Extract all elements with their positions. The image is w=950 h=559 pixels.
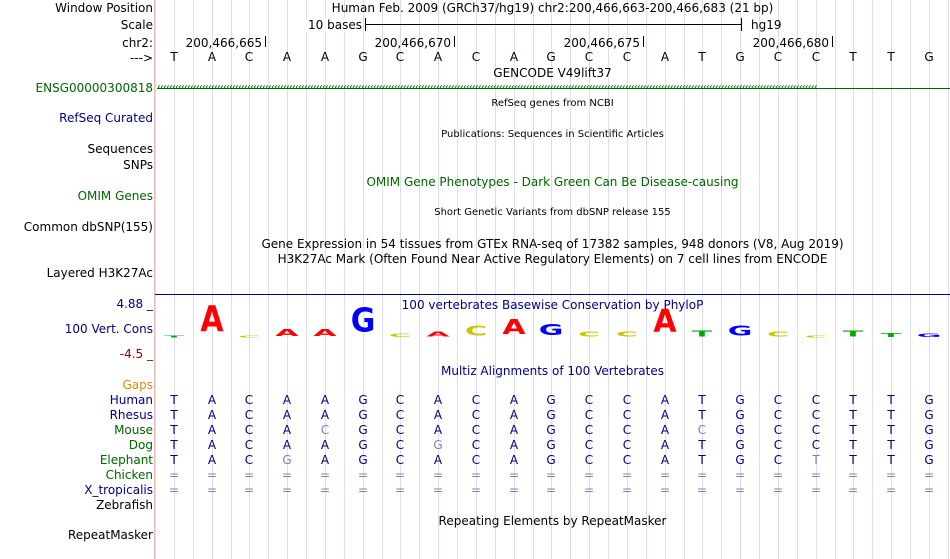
alignment-base: T xyxy=(170,393,178,407)
chr-label: chr2: xyxy=(122,36,153,50)
alignment-base: T xyxy=(698,453,706,467)
alignment-base: G xyxy=(546,438,556,452)
alignment-base: G xyxy=(924,453,934,467)
alignment-base: C xyxy=(622,453,632,467)
phylop-top-line xyxy=(155,294,950,295)
alignment-base: = xyxy=(847,468,859,482)
alignment-base: C xyxy=(471,453,481,467)
base-letter: C xyxy=(622,50,632,64)
alignment-base: = xyxy=(281,483,293,497)
alignment-base: G xyxy=(546,408,556,422)
base-letter: T xyxy=(170,50,178,64)
alignment-base: T xyxy=(887,423,895,437)
window-position-label: Window Position xyxy=(55,1,153,15)
alignment-base: = xyxy=(432,468,444,482)
alignment-base: = xyxy=(659,483,671,497)
species-label[interactable]: Rhesus xyxy=(109,408,153,422)
conservation-letter: A xyxy=(313,327,337,339)
alignment-base: T xyxy=(698,438,706,452)
conservation-letter: T xyxy=(880,332,902,339)
conservation-letter: G xyxy=(727,323,753,339)
alignment-base: = xyxy=(470,468,482,482)
alignment-base: C xyxy=(773,408,783,422)
alignment-base: G xyxy=(735,393,745,407)
hg-text: hg19 xyxy=(751,18,782,32)
gaps-label[interactable]: Gaps xyxy=(122,378,153,392)
ruler-position-label: 200,466,680 xyxy=(752,36,829,50)
alignment-base: = xyxy=(508,468,520,482)
alignment-base: C xyxy=(622,423,632,437)
alignment-base: = xyxy=(621,483,633,497)
species-label[interactable]: Chicken xyxy=(105,468,153,482)
ruler-position-label: 200,466,670 xyxy=(374,36,451,50)
alignment-base: C xyxy=(811,438,821,452)
alignment-base: A xyxy=(509,438,519,452)
species-label[interactable]: Elephant xyxy=(99,453,153,467)
alignment-base: A xyxy=(660,453,670,467)
alignment-base: A xyxy=(433,453,443,467)
base-letter: C xyxy=(773,50,783,64)
alignment-base: = xyxy=(772,468,784,482)
alignment-base: = xyxy=(281,468,293,482)
alignment-base: C xyxy=(244,393,254,407)
base-letter: G xyxy=(924,50,934,64)
alignment-base: C xyxy=(395,393,405,407)
alignment-base: G xyxy=(358,393,368,407)
alignment-base: G xyxy=(924,408,934,422)
base-letter: A xyxy=(509,50,519,64)
gtex-title: Gene Expression in 54 tissues from GTEx RNA-seq of 17382 samples, 948 donors (V8, Aug 2019) xyxy=(261,237,844,251)
alignment-base: C xyxy=(584,393,594,407)
alignment-base: T xyxy=(887,393,895,407)
repeatmasker-title: Repeating Elements by RepeatMasker xyxy=(438,514,667,528)
alignment-base: = xyxy=(696,468,708,482)
base-letter: C xyxy=(244,50,254,64)
alignment-base: = xyxy=(696,483,708,497)
alignment-base: = xyxy=(545,468,557,482)
alignment-base: C xyxy=(584,408,594,422)
alignment-base: C xyxy=(773,438,783,452)
base-letter: T xyxy=(698,50,706,64)
base-letter: C xyxy=(811,50,821,64)
conservation-letter: G xyxy=(916,333,942,339)
phylop-title: 100 vertebrates Basewise Conservation by PhyloP xyxy=(401,298,704,312)
assembly-title: Human Feb. 2009 (GRCh37/hg19) chr2:200,466,663-200,466,683 (21 bp) xyxy=(331,1,774,15)
species-label[interactable]: Dog xyxy=(128,438,153,452)
alignment-base: = xyxy=(734,468,746,482)
phylop-label[interactable]: 100 Vert. Cons xyxy=(64,322,153,336)
alignment-base: = xyxy=(885,483,897,497)
alignment-base: C xyxy=(811,423,821,437)
conservation-letter: C xyxy=(388,333,412,339)
alignment-base: = xyxy=(432,483,444,497)
alignment-base: G xyxy=(735,423,745,437)
base-letter: G xyxy=(546,50,556,64)
alignment-base: A xyxy=(282,438,292,452)
alignment-base: C xyxy=(773,393,783,407)
conservation-letter: A xyxy=(275,327,299,339)
conservation-letter: T xyxy=(163,335,185,339)
species-label[interactable]: Zebrafish xyxy=(96,498,153,512)
alignment-base: A xyxy=(509,423,519,437)
alignment-base: C xyxy=(471,408,481,422)
alignment-base: A xyxy=(282,408,292,422)
alignment-base: = xyxy=(659,468,671,482)
conservation-letter: C xyxy=(577,330,601,339)
alignment-base: C xyxy=(697,423,707,437)
ensg-label[interactable]: ENSG00000300818 xyxy=(35,81,153,95)
alignment-base: = xyxy=(319,468,331,482)
dbsnp-title: Short Genetic Variants from dbSNP release 155 xyxy=(434,207,671,218)
alignment-base: G xyxy=(546,423,556,437)
species-label[interactable]: Mouse xyxy=(114,423,153,437)
alignment-base: C xyxy=(811,393,821,407)
alignment-base: G xyxy=(735,453,745,467)
ruler-position-label: 200,466,675 xyxy=(563,36,640,50)
alignment-base: = xyxy=(923,483,935,497)
grid-line xyxy=(155,0,156,559)
alignment-base: T xyxy=(170,438,178,452)
alignment-base: A xyxy=(320,393,330,407)
alignment-base: C xyxy=(584,438,594,452)
base-letter: A xyxy=(320,50,330,64)
alignment-base: = xyxy=(206,468,218,482)
snps-label[interactable]: SNPs xyxy=(123,158,153,172)
sequences-label[interactable]: Sequences xyxy=(87,142,153,156)
species-label[interactable]: Human xyxy=(109,393,153,407)
alignment-base: = xyxy=(583,468,595,482)
alignment-base: = xyxy=(243,468,255,482)
alignment-base: C xyxy=(395,408,405,422)
alignment-base: G xyxy=(358,423,368,437)
omim-label[interactable]: OMIM Genes xyxy=(77,189,153,203)
alignment-base: A xyxy=(433,393,443,407)
alignment-base: T xyxy=(170,453,178,467)
conservation-letter: C xyxy=(464,323,488,339)
alignment-base: A xyxy=(660,408,670,422)
alignment-base: = xyxy=(168,468,180,482)
scale-bar xyxy=(365,24,742,25)
phylop-min-label: -4.5 _ xyxy=(119,347,153,361)
alignment-base: G xyxy=(924,438,934,452)
alignment-base: C xyxy=(244,438,254,452)
conservation-letter: A xyxy=(426,330,450,339)
alignment-base: C xyxy=(244,453,254,467)
alignment-base: C xyxy=(244,408,254,422)
alignment-base: G xyxy=(358,453,368,467)
alignment-base: T xyxy=(887,453,895,467)
alignment-base: A xyxy=(660,393,670,407)
alignment-base: A xyxy=(207,438,217,452)
alignment-base: T xyxy=(887,408,895,422)
alignment-base: T xyxy=(849,423,857,437)
alignment-base: A xyxy=(433,423,443,437)
scale-label: Scale xyxy=(120,18,153,32)
phylop-max-label: 4.88 _ xyxy=(116,297,153,311)
publications-title: Publications: Sequences in Scientific Articles xyxy=(441,129,664,140)
alignment-base: C xyxy=(471,438,481,452)
alignment-base: = xyxy=(394,468,406,482)
alignment-base: C xyxy=(584,453,594,467)
base-letter: T xyxy=(887,50,895,64)
alignment-base: C xyxy=(622,438,632,452)
base-letter: A xyxy=(660,50,670,64)
alignment-base: G xyxy=(546,393,556,407)
alignment-base: = xyxy=(508,483,520,497)
alignment-base: C xyxy=(395,453,405,467)
base-letter: C xyxy=(471,50,481,64)
ruler-tick xyxy=(643,36,644,47)
alignment-base: G xyxy=(282,453,292,467)
conservation-letter: T xyxy=(691,329,713,339)
conservation-letter: T xyxy=(842,329,864,339)
ruler-tick xyxy=(454,36,455,47)
ensg-gene-feature[interactable]: ‹‹‹‹‹‹‹‹‹‹‹‹‹‹‹‹‹‹‹‹‹‹‹‹‹‹‹‹‹‹‹‹‹‹‹‹‹‹‹‹‹‹‹‹‹‹‹‹‹‹‹‹‹‹‹‹‹‹‹‹‹‹‹‹‹‹‹‹‹‹‹‹‹‹‹‹‹‹‹‹‹‹‹‹‹‹‹‹‹‹‹‹‹‹‹‹‹‹‹‹‹‹‹‹‹‹‹‹‹‹‹‹‹‹‹‹‹‹‹‹‹‹‹‹‹‹‹‹‹‹‹‹‹‹‹‹‹‹‹‹‹‹‹‹‹‹‹‹‹‹‹‹‹‹‹‹‹‹‹‹‹‹‹‹‹‹‹‹‹‹‹‹‹‹‹‹‹‹‹‹‹‹‹‹‹‹‹‹‹‹‹‹‹‹‹‹‹‹‹‹‹‹‹‹‹‹‹‹‹‹‹‹‹‹‹‹‹‹‹‹ xyxy=(157,84,950,92)
alignment-base: C xyxy=(622,393,632,407)
alignment-base: A xyxy=(320,408,330,422)
alignment-base: A xyxy=(320,438,330,452)
alignment-base: = xyxy=(847,483,859,497)
alignment-base: = xyxy=(734,483,746,497)
alignment-base: C xyxy=(773,423,783,437)
alignment-base: = xyxy=(394,483,406,497)
conservation-letter: A xyxy=(653,303,677,341)
alignment-base: T xyxy=(698,408,706,422)
dbsnp-label[interactable]: Common dbSNP(155) xyxy=(23,220,153,234)
alignment-base: C xyxy=(584,423,594,437)
base-letter: A xyxy=(207,50,217,64)
alignment-base: C xyxy=(811,408,821,422)
alignment-base: A xyxy=(207,408,217,422)
alignment-base: T xyxy=(698,393,706,407)
alignment-base: T xyxy=(849,393,857,407)
base-letter: A xyxy=(433,50,443,64)
conservation-letter: A xyxy=(502,315,526,340)
alignment-base: = xyxy=(357,483,369,497)
base-letter: C xyxy=(395,50,405,64)
alignment-base: = xyxy=(243,483,255,497)
h3k27ac-label[interactable]: Layered H3K27Ac xyxy=(46,266,153,280)
strand-arrow-label: ---> xyxy=(129,51,153,65)
alignment-base: = xyxy=(319,483,331,497)
alignment-base: G xyxy=(546,453,556,467)
alignment-base: T xyxy=(887,438,895,452)
ruler-tick xyxy=(832,36,833,47)
alignment-base: = xyxy=(470,483,482,497)
refseq-label[interactable]: RefSeq Curated xyxy=(59,111,153,125)
alignment-base: G xyxy=(924,423,934,437)
base-letter: T xyxy=(849,50,857,64)
conservation-letter: C xyxy=(804,335,828,339)
alignment-base: C xyxy=(244,423,254,437)
alignment-base: = xyxy=(357,468,369,482)
alignment-base: T xyxy=(849,453,857,467)
repeatmasker-label[interactable]: RepeatMasker xyxy=(67,528,153,542)
alignment-base: T xyxy=(170,423,178,437)
base-letter: A xyxy=(282,50,292,64)
alignment-base: A xyxy=(660,438,670,452)
alignment-base: = xyxy=(923,468,935,482)
alignment-base: T xyxy=(812,453,820,467)
alignment-base: A xyxy=(433,408,443,422)
alignment-base: C xyxy=(395,423,405,437)
alignment-base: C xyxy=(471,423,481,437)
alignment-base: C xyxy=(471,393,481,407)
scale-bar-right-end xyxy=(741,18,742,31)
alignment-base: = xyxy=(885,468,897,482)
alignment-base: T xyxy=(849,408,857,422)
ruler-tick xyxy=(265,36,266,47)
label-separator xyxy=(154,0,155,559)
alignment-base: G xyxy=(358,438,368,452)
alignment-base: A xyxy=(282,423,292,437)
alignment-base: G xyxy=(924,393,934,407)
ruler-position-label: 200,466,665 xyxy=(185,36,262,50)
conservation-letter: C xyxy=(766,330,790,339)
alignment-base: A xyxy=(282,393,292,407)
alignment-base: A xyxy=(207,393,217,407)
omim-title: OMIM Gene Phenotypes - Dark Green Can Be Disease-causing xyxy=(366,175,739,189)
alignment-base: C xyxy=(395,438,405,452)
alignment-base: C xyxy=(622,408,632,422)
gencode-title: GENCODE V49lift37 xyxy=(493,66,612,80)
alignment-base: A xyxy=(509,408,519,422)
alignment-base: G xyxy=(735,408,745,422)
alignment-base: A xyxy=(660,423,670,437)
alignment-base: = xyxy=(621,468,633,482)
conservation-letter: C xyxy=(237,335,261,339)
refseq-title: RefSeq genes from NCBI xyxy=(491,98,614,109)
alignment-base: = xyxy=(772,483,784,497)
alignment-base: A xyxy=(207,423,217,437)
conservation-letter: A xyxy=(200,299,224,341)
alignment-base: = xyxy=(810,483,822,497)
alignment-base: C xyxy=(773,453,783,467)
alignment-base: = xyxy=(168,483,180,497)
alignment-base: T xyxy=(849,438,857,452)
alignment-base: C xyxy=(320,423,330,437)
alignment-base: A xyxy=(207,453,217,467)
h3k27ac-title: H3K27Ac Mark (Often Found Near Active Regulatory Elements) on 7 cell lines from ENCODE xyxy=(277,252,828,266)
conservation-letter: C xyxy=(615,330,639,339)
alignment-base: G xyxy=(358,408,368,422)
alignment-base: G xyxy=(433,438,443,452)
scale-bar-left-end xyxy=(365,18,366,31)
scale-text: 10 bases xyxy=(300,18,362,32)
alignment-base: G xyxy=(735,438,745,452)
conservation-letter: G xyxy=(538,321,564,339)
conservation-letter: G xyxy=(350,302,376,341)
alignment-base: = xyxy=(206,483,218,497)
alignment-base: T xyxy=(170,408,178,422)
base-letter: C xyxy=(584,50,594,64)
alignment-base: A xyxy=(320,453,330,467)
base-letter: G xyxy=(358,50,368,64)
multiz-title: Multiz Alignments of 100 Vertebrates xyxy=(440,364,665,378)
species-label[interactable]: X_tropicalis xyxy=(84,483,153,497)
alignment-base: A xyxy=(509,453,519,467)
base-letter: G xyxy=(735,50,745,64)
alignment-base: = xyxy=(583,483,595,497)
alignment-base: = xyxy=(545,483,557,497)
alignment-base: = xyxy=(810,468,822,482)
alignment-base: A xyxy=(509,393,519,407)
